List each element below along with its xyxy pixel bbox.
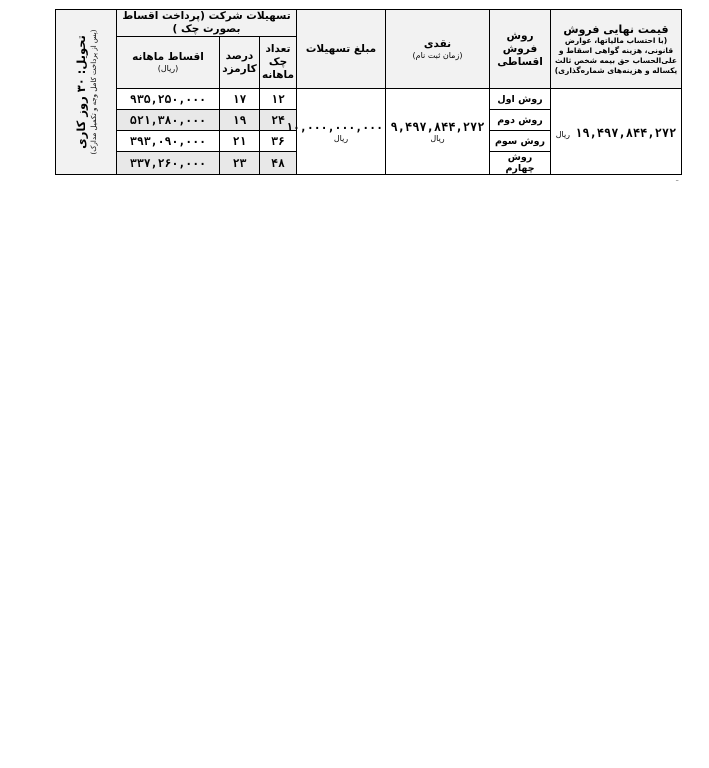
final-price-unit: ریال <box>555 130 571 139</box>
installment-row-3: ۳۹۳,۰۹۰,۰۰۰ <box>117 131 220 152</box>
final-price-title: قیمت نهایی فروش <box>563 22 669 36</box>
fee-row-2: ۱۹ <box>220 110 260 131</box>
installment-row-4: ۳۳۷,۲۶۰,۰۰۰ <box>117 152 220 175</box>
fee-row-1: ۱۷ <box>220 89 260 110</box>
installment-row-2: ۵۲۱,۳۸۰,۰۰۰ <box>117 110 220 131</box>
monthly-installment-title: اقساط ماهانه <box>132 51 204 63</box>
method-row-1: روش اول <box>490 89 551 110</box>
monthly-installment-unit: (ریال) <box>157 64 179 73</box>
cash-title: نقدی <box>423 37 452 50</box>
installment-row-1: ۹۳۵,۲۵۰,۰۰۰ <box>117 89 220 110</box>
final-price-value: ۱۹,۴۹۷,۸۴۴,۲۷۲ <box>575 126 677 140</box>
method-row-4: روش چهارم <box>490 152 551 175</box>
facility-value: ۱۰,۰۰۰,۰۰۰,۰۰۰ <box>286 120 383 134</box>
facility-unit: ریال <box>333 134 349 143</box>
cash-sub: (زمان ثبت نام) <box>412 50 463 60</box>
method-row-3: روش سوم <box>490 131 551 152</box>
cheque-count-header: تعداد چک ماهانه <box>260 37 297 89</box>
final-price-note: (با احتساب مالیاتها، عوارض قانونی، هزینه گواهی اسقاط و علی‌الحساب حق بیمه شخص ثالث یکساله و هزینه‌های شماره‌گذاری) <box>554 35 678 75</box>
final-price-header <box>551 10 682 89</box>
price-table <box>55 9 682 175</box>
delivery-cell <box>56 10 117 175</box>
cheques-row-2: ۲۴ <box>260 110 297 131</box>
fee-percent-header: درصد کارمزد <box>220 37 260 89</box>
method-row-2: روش دوم <box>490 110 551 131</box>
monthly-installment-header <box>117 37 220 89</box>
delivery-note: (پس از پرداخت کامل وجه و تکمیل مدارک) <box>90 29 98 155</box>
company-facilities-header: تسهیلات شرکت (پرداخت اقساط بصورت چک ) <box>117 10 297 37</box>
fee-row-3: ۲۱ <box>220 131 260 152</box>
fee-row-4: ۲۳ <box>220 152 260 175</box>
cash-header <box>386 10 490 89</box>
cheques-row-4: ۴۸ <box>260 152 297 175</box>
cheques-row-1: ۱۲ <box>260 89 297 110</box>
cash-price-unit: ریال <box>430 134 445 143</box>
corner-mark: ـ <box>676 174 679 183</box>
cash-price-value: ۹,۴۹۷,۸۴۴,۲۷۲ <box>390 120 485 134</box>
final-price-cell <box>551 89 682 175</box>
installment-method-header: روش فروش اقساطی <box>490 10 551 89</box>
delivery-title: تحویل: ۳۰ روز کاری <box>74 35 88 149</box>
facility-cell <box>286 89 386 175</box>
cash-price-cell <box>386 89 490 175</box>
cheques-row-3: ۳۶ <box>260 131 297 152</box>
facility-amount-header: مبلغ تسهیلات <box>297 10 386 89</box>
